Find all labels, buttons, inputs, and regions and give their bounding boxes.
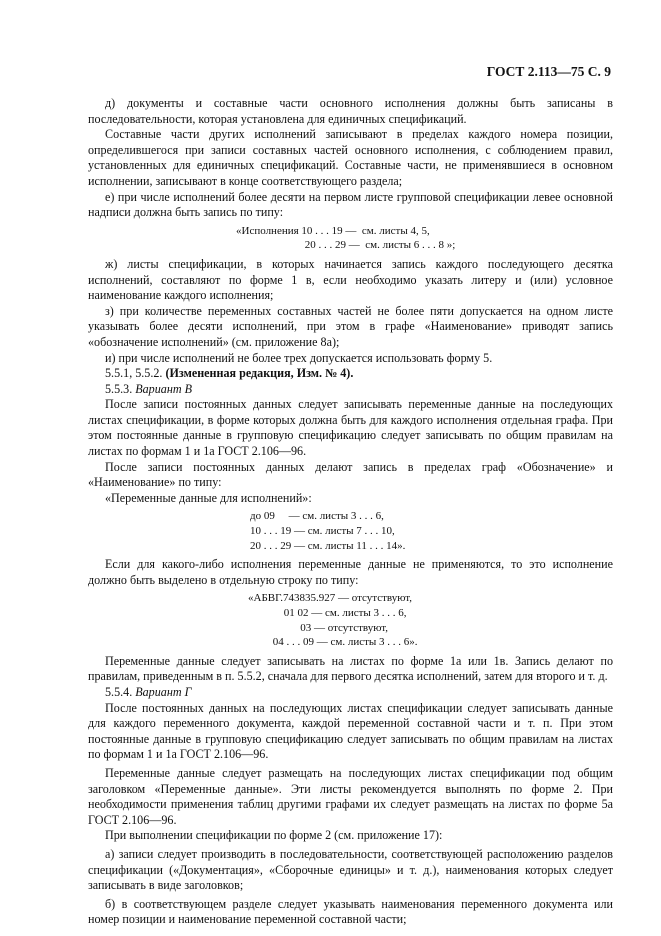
formula-line: 01 02 — см. листы 3 . . . 6, [248, 607, 407, 619]
paragraph: Переменные данные следует размещать на последующих листах спецификации под общим заголовком «Переменные данные». Эти листы рекомендуется выполнять по форме 2. При необходимости применения таблиц другими графами их следует размещать на листах по форме 5а ГОСТ 2.106—96. [88, 765, 613, 827]
paragraph: а) записи следует производить в последовательности, соответствующей расположению разделов спецификации («Документация», «Сборочные единицы» и т. д.), наименования которых следует записывать в виде заголовков; [88, 846, 613, 893]
section-5-5-3 [88, 382, 613, 398]
section-title: Вариант Г [135, 684, 192, 699]
formula-line: 10 . . . 19 — см. листы 7 . . . 10, [250, 525, 395, 538]
document-body [88, 96, 613, 928]
paragraph: После записи постоянных данных делают запись в пределах граф «Обозначение» и «Наименование» по типу: [88, 459, 613, 490]
paragraph: д) документы и составные части основного исполнения должны быть записаны в последовательности, которая установлена для единичных спецификаций. [88, 96, 613, 126]
formula-block [88, 509, 613, 553]
paragraph: Переменные данные следует записывать на листах по форме 1а или 1в. Запись делают по правилам, приведенным в п. 5.5.2, сначала для первого десятка исполнений, затем для второго и т. д. [88, 653, 613, 684]
formula-block [88, 591, 613, 649]
paragraph: е) при числе исполнений более десяти на первом листе групповой спецификации левее основной надписи должна быть запись по типу: [88, 189, 613, 220]
formula-line: до 09 — см. листы 3 . . . 6, [250, 510, 384, 523]
formula-block [88, 224, 613, 253]
formula-line: 20 . . . 29 — см. листы 6 . . . 8 »; [236, 239, 456, 252]
paragraph: ж) листы спецификации, в которых начинается запись каждого последующего десятка исполнений, составляют по форме 1 в, если необходимо указать литеру и (или) условное наименование каждого исполнения; [88, 256, 613, 303]
paragraph: и) при числе исполнений не более трех допускается использовать форму 5. [105, 350, 493, 365]
revision-note: (Измененная редакция, Изм. № 4). [165, 366, 354, 381]
paragraph: После постоянных данных на последующих листах спецификации следует записывать данные для каждого переменного документа, каждой переменной составной части и т. п. При этом постоянные данные в групповую спецификацию следует записывать по общим правилам на листах по формам 1 и 1а ГОСТ 2.106—96. [88, 700, 613, 762]
formula-line: 20 . . . 29 — см. листы 11 . . . 14». [250, 539, 406, 552]
section-5-5-1 [88, 366, 613, 382]
section-number: 5.5.1, 5.5.2. [105, 366, 163, 381]
paragraph: После записи постоянных данных следует записывать переменные данные на последующих листах спецификации, в форме которых должна быть для каждого исполнения отдельная графа. При этом постоянные данные в групповую спецификацию следует записывать по общим правилам на листах по формам 1 и 1а ГОСТ 2.106—96. [88, 397, 613, 459]
formula-line: 04 . . . 09 — см. листы 3 . . . 6». [248, 636, 418, 649]
formula-line: «Исполнения 10 . . . 19 — см. листы 4, 5, [236, 224, 430, 237]
paragraph: При выполнении спецификации по форме 2 (см. приложение 17): [105, 828, 443, 843]
paragraph: б) в соответствующем разделе следует указывать наименования переменного документа или номер позиции и наименование переменной составной части; [88, 896, 613, 927]
section-title: Вариант В [135, 381, 192, 396]
section-number: 5.5.4. [105, 684, 133, 699]
formula-line: 03 — отсутствуют, [248, 621, 389, 634]
paragraph: Составные части других исполнений записывают в пределах каждого номера позиции, определившегося при записи составных частей основного исполнения, с соблюдением правил, установленных для единичных спецификаций. Составные части, не применявшиеся в основном исполнении, записывают в конце соответствующего раздела; [88, 127, 613, 188]
section-5-5-4 [88, 685, 613, 701]
paragraph: з) при количестве переменных составных частей не более пяти допускается на одном листе указывать более десяти исполнений, при этом в графе «Наименование» приводят запись «обозначение исполнений» (см. приложение 8а); [88, 303, 613, 349]
formula-line: «АБВГ.743835.927 — отсутствуют, [248, 592, 413, 605]
section-number: 5.5.3. [105, 381, 133, 396]
paragraph: «Переменные данные для исполнений»: [105, 490, 312, 505]
paragraph: Если для какого-либо исполнения переменные данные не применяются, то это исполнение должно быть выделено в отдельную строку по типу: [88, 557, 613, 587]
page-header: ГОСТ 2.113—75 С. 9 [486, 64, 611, 79]
